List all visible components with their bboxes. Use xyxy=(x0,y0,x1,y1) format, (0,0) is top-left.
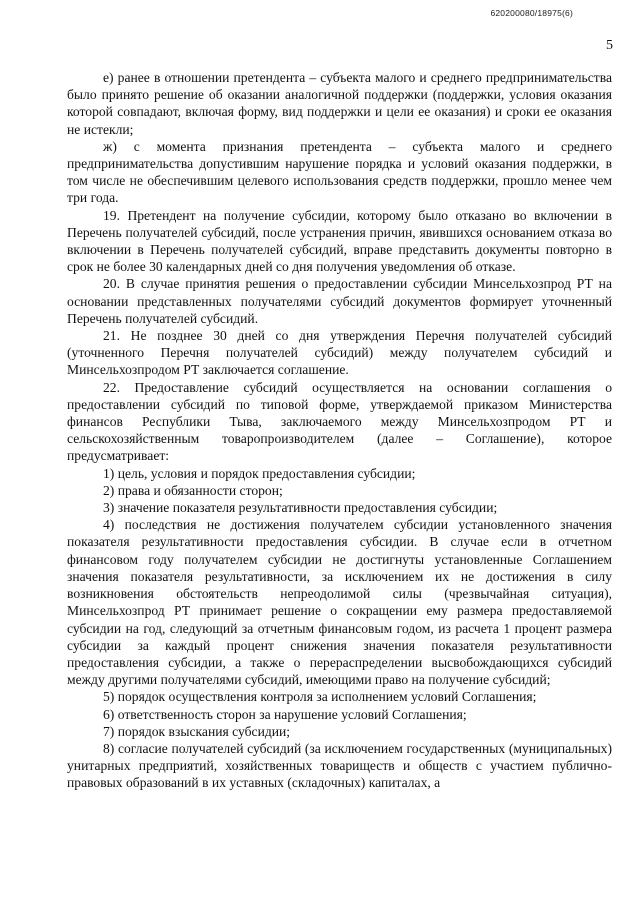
list-item: 8) согласие получателей субсидий (за исключением государственных (муниципальных) унитарных предприятий, хозяйственных товариществ и обществ с участием публично-правовых образований в их уставных (складочных) капиталах, а xyxy=(67,740,612,791)
list-item: 2) права и обязанности сторон; xyxy=(103,482,283,498)
list-item: 1) цель, условия и порядок предоставления субсидии; xyxy=(103,465,416,481)
paragraph: ж) с момента признания претендента – субъекта малого и среднего предпринимательства допустившим нарушение порядка и условий оказания поддержки, в том числе не обеспечившим целевого использования средств поддержки, прошло менее чем три года. xyxy=(67,138,612,206)
paragraph: 21. Не позднее 30 дней со дня утверждения Перечня получателей субсидий (уточненного Перечня получателей субсидий) между получателем субсидий и Минсельхозпродом РТ заключается соглашение. xyxy=(67,328,612,378)
list-item: 3) значение показателя результативности предоставления субсидии; xyxy=(103,500,498,516)
paragraph: е) ранее в отношении претендента – субъекта малого и среднего предпринимательства было принято решение об оказании аналогичной поддержки (поддержки, условия оказания которой совпадают, включая форму, вид поддержки и цели ее оказания) и сроки ее оказания не истекли; xyxy=(67,70,612,137)
list-item: 5) порядок осуществления контроля за исполнением условий Соглашения; xyxy=(103,689,537,705)
list-item: 4) последствия не достижения получателем субсидии установленного значения показателя результативности предоставления субсидии. В случае если в отчетном финансовом году получателем субсидии не достигнуты установленные Соглашением значения показателя результативности, за исключением их не достижения в силу возникновения обстоятельств непреодолимой силы (чрезвычайная ситуация), Минсельхозпрод РТ принимает решение о сокращении ему размера предоставляемой субсидии на год, следующий за отчетным финансовым годом, из расчета 1 процент размера субсидии за каждый процент снижения значения показателя результативности предоставления субсидии, а также о перераспределении высвобождающихся субсидий между другими получателями субсидий, имеющими право на получение субсидий; xyxy=(67,517,612,688)
page-number: 5 xyxy=(606,38,613,53)
list-item: 7) порядок взыскания субсидии; xyxy=(103,723,291,739)
document-code: 620200080/18975(6) xyxy=(490,8,573,18)
document-body xyxy=(67,69,612,792)
list-item: 6) ответственность сторон за нарушение условий Соглашения; xyxy=(103,706,467,722)
paragraph: 20. В случае принятия решения о предоставлении субсидии Минсельхозпрод РТ на основании представленных получателями субсидий документов формирует уточненный Перечень получателей субсидий. xyxy=(67,276,612,326)
paragraph: 22. Предоставление субсидий осуществляется на основании соглашения о предоставлении субсидий по типовой форме, утверждаемой приказом Министерства финансов Республики Тыва, заключаемого между Минсельхозпродом РТ и сельскохозяйственным товаропроизводителем (далее – Соглашение), которое предусматривает: xyxy=(67,379,612,464)
paragraph: 19. Претендент на получение субсидии, которому было отказано во включении в Перечень получателей субсидий, после устранения причин, явившихся основанием отказа во включении в Перечень получателей субсидий, вправе представить документы повторно в срок не более 30 календарных дней со дня получения уведомления об отказе. xyxy=(67,207,612,275)
